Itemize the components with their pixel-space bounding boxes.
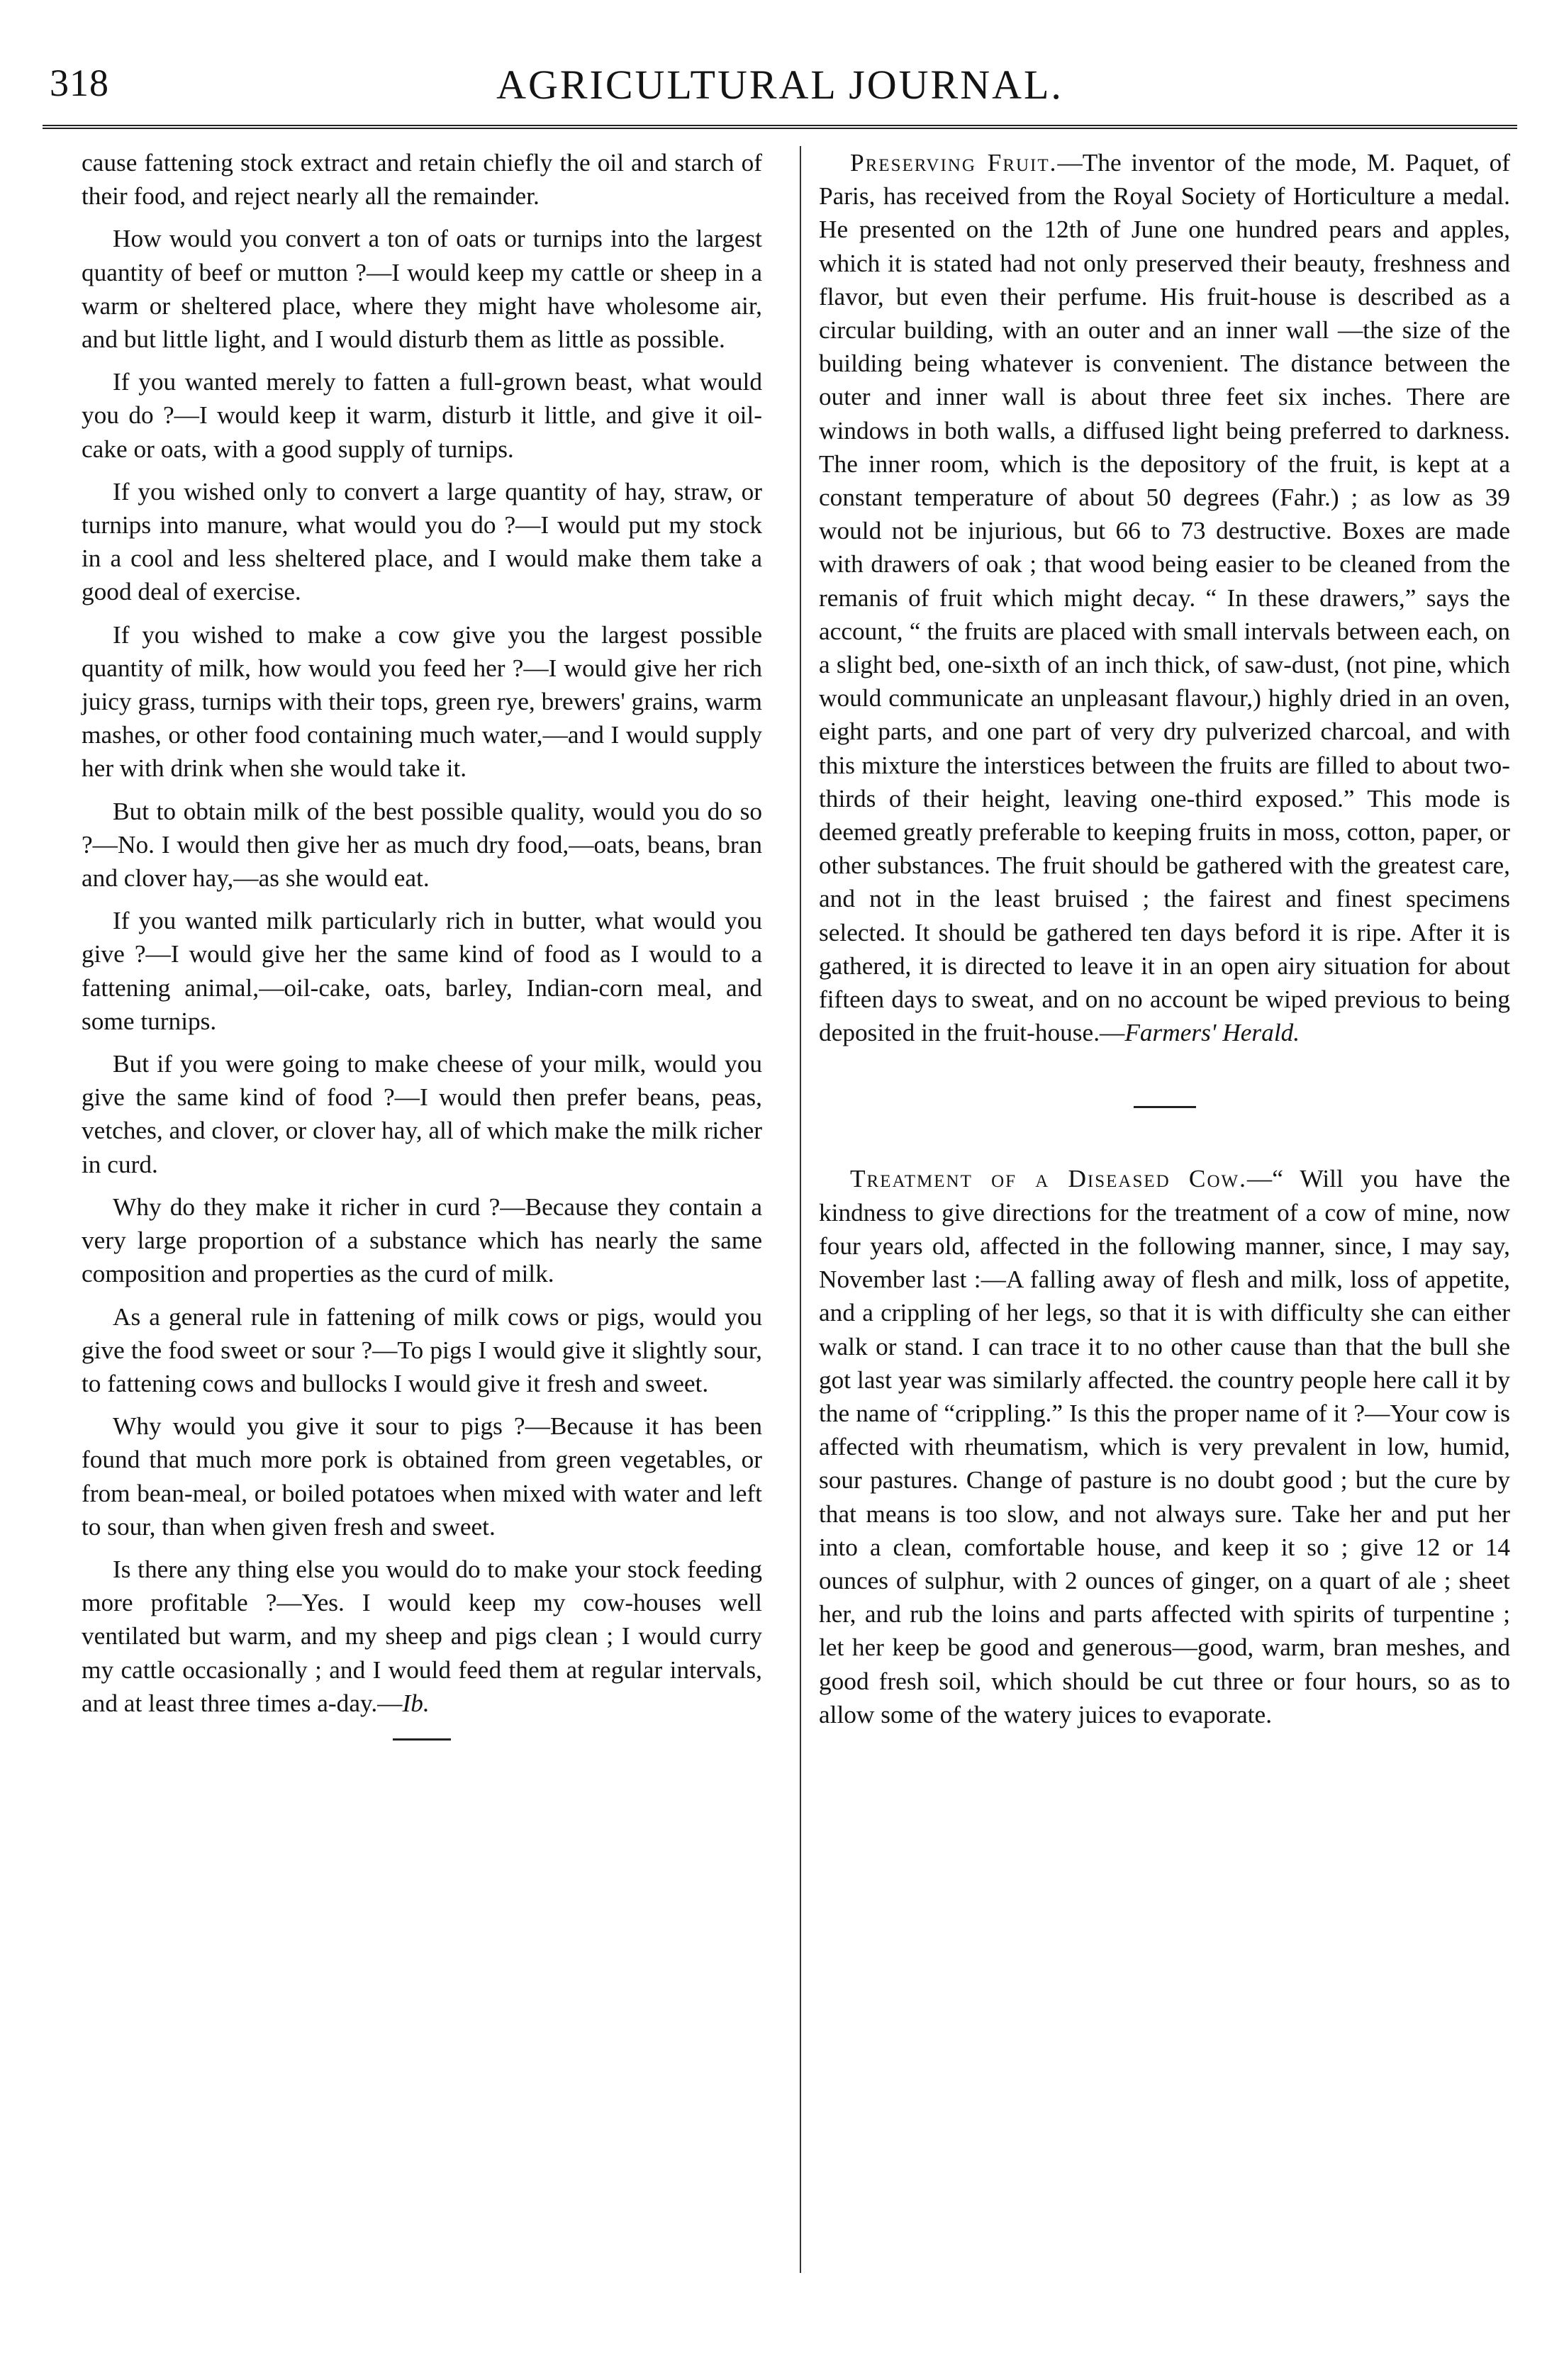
right-column bbox=[819, 146, 1510, 1741]
paragraph: cause fattening stock extract and retain chiefly the oil and starch of their food, and reject nearly all the remainder. bbox=[82, 149, 762, 211]
paragraph: If you wished to make a cow give you the largest possible quantity of milk, how would you feed her ?—I would give her rich juicy grass, turnips with their tops, green rye, brewers' grains, warm mashes, or other food containing much water,—and I would supply her with drink when she would take it. bbox=[82, 620, 762, 783]
paragraph: As a general rule in fattening of milk cows or pigs, would you give the food sweet or sour ?—To pigs I would give it slightly sour, to fattening cows and bullocks I would give it fresh and sweet. bbox=[82, 1302, 762, 1397]
article-body: —The inventor of the mode, M. Paquet, of Paris, has received from the Royal Society of Horticulture a medal. He presented on the 12th of June one hundred pears and apples, which it is stated had not only preserved their beauty, freshness and flavor, but even their perfume. His fruit-house is described as a circular building, with an outer and an inner wall —the size of the building being whatever is convenient. The distance between the outer and inner wall is about three feet six inches. There are windows in both walls, a diffused light being preferred to darkness. The inner room, which is the depository of the fruit, is kept at a constant temperature of about 50 degrees (Fahr.) ; as low as 39 would not be injurious, but 66 to 73 destructive. Boxes are made with drawers of oak ; that wood being easier to be cleaned from the remanis of fruit which might decay. “ In these drawers,” says the account, “ the fruits are placed with small intervals between each, on a slight bed, one-sixth of an inch thick, of saw-dust, (not pine, which would communicate an unpleasant flavour,) highly dried in an oven, eight parts, and one part of very dry pulverized charcoal, and with this mixture the interstices between the fruits are filled to about two-thirds of their height, leaving one-third exposed.” This mode is deemed greatly preferable to keeping fruits in moss, cotton, paper, or other substances. The fruit should be gathered with the greatest care, and not in the least bruised ; the fairest and finest specimens selected. It should be gathered ten days beford it is ripe. After it is gathered, it is directed to leave it in an open airy situation for about fifteen days to sweat, and on no account be wiped previous to being deposited in the fruit-house.— bbox=[819, 149, 1510, 1047]
source-citation: Farmers' Herald. bbox=[1124, 1019, 1300, 1047]
paragraph: Why do they make it richer in curd ?—Because they contain a very large proportion of a substance which has nearly the same composition and properties as the curd of milk. bbox=[82, 1192, 762, 1288]
paragraph: But if you were going to make cheese of your milk, would you give the same kind of food ?—I would then prefer beans, peas, vetches, and clover, or clover hay, all of which make the milk richer in curd. bbox=[82, 1050, 762, 1178]
page-header bbox=[43, 55, 1517, 112]
paragraph: Why would you give it sour to pigs ?—Because it has been found that much more pork is obtained from green vegetables, or from bean-meal, or boiled potatoes when mixed with water and left to sour, than when given fresh and sweet. bbox=[82, 1412, 762, 1541]
article-diseased-cow bbox=[819, 1162, 1510, 1731]
article-separator-rule bbox=[1134, 1106, 1196, 1108]
paragraph: If you wanted merely to fatten a full-grown beast, what would you do ?—I would keep it warm, disturb it little, and give it oil-cake or oats, with a good supply of turnips. bbox=[82, 368, 762, 463]
source-citation: Ib. bbox=[402, 1689, 430, 1717]
paragraph-text: Is there any thing else you would do to make your stock feeding more profitable ?—Yes. I would keep my cow-houses well ventilated but warm, and my sheep and pigs clean ; I would curry my cattle occasionally ; and I would feed them at regular intervals, and at least three times a-day.— bbox=[82, 1555, 762, 1717]
article-heading: Treatment of a Diseased Cow. bbox=[850, 1165, 1247, 1193]
header-rule bbox=[43, 125, 1517, 129]
paragraph: If you wanted milk particularly rich in butter, what would you give ?—I would give her the same kind of food as I would to a fattening animal,—oil-cake, oats, barley, Indian-corn meal, and some turnips. bbox=[82, 907, 762, 1035]
running-title: AGRICULTURAL JOURNAL. bbox=[496, 62, 1063, 108]
paragraph-last bbox=[82, 1553, 762, 1720]
article-preserving-fruit bbox=[819, 146, 1510, 1049]
article-heading: Preserving Fruit. bbox=[850, 149, 1058, 177]
paragraph: But to obtain milk of the best possible quality, would you do so ?—No. I would then give her as much dry food,—oats, beans, bran and clover hay,—as she would eat. bbox=[82, 797, 762, 893]
article-body: —“ Will you have the kindness to give directions for the treatment of a cow of mine, now four years old, affected in the following manner, since, I may say, November last :—A falling away of flesh and milk, loss of appetite, and a crippling of her legs, so that it is with difficulty she can either walk or stand. I can trace it to no other cause than that the bull she got last year was similarly affected. the country people here call it by the name of “crippling.” Is this the proper name of it ?—Your cow is affected with rheumatism, which is very prevalent in low, humid, sour pastures. Change of pasture is no doubt good ; but the cure by that means is too slow, and not always sure. Take her and put her into a clean, comfortable house, and keep it so ; give 12 or 14 ounces of sulphur, with 2 ounces of ginger, on a quart of ale ; sheet her, and rub the loins and parts affected with spirits of turpentine ; let her keep be good and generous—good, warm, bran meshes, and good fresh soil, which should be cut three or four hours, so as to allow some of the watery juices to evaporate. bbox=[819, 1165, 1510, 1728]
paragraph: How would you convert a ton of oats or turnips into the largest quantity of beef or mutton ?—I would keep my cattle or sheep in a warm or sheltered place, where they might have wholesome air, and but little light, and I would disturb them as little as possible. bbox=[82, 225, 762, 354]
column-divider bbox=[800, 146, 801, 2273]
page-number: 318 bbox=[50, 62, 109, 104]
left-column bbox=[82, 146, 762, 1741]
section-end-rule bbox=[393, 1738, 451, 1741]
paragraph: If you wished only to convert a large quantity of hay, straw, or turnips into manure, what would you do ?—I would put my stock in a cool and less sheltered place, and I would make them take a good deal of exercise. bbox=[82, 477, 762, 606]
